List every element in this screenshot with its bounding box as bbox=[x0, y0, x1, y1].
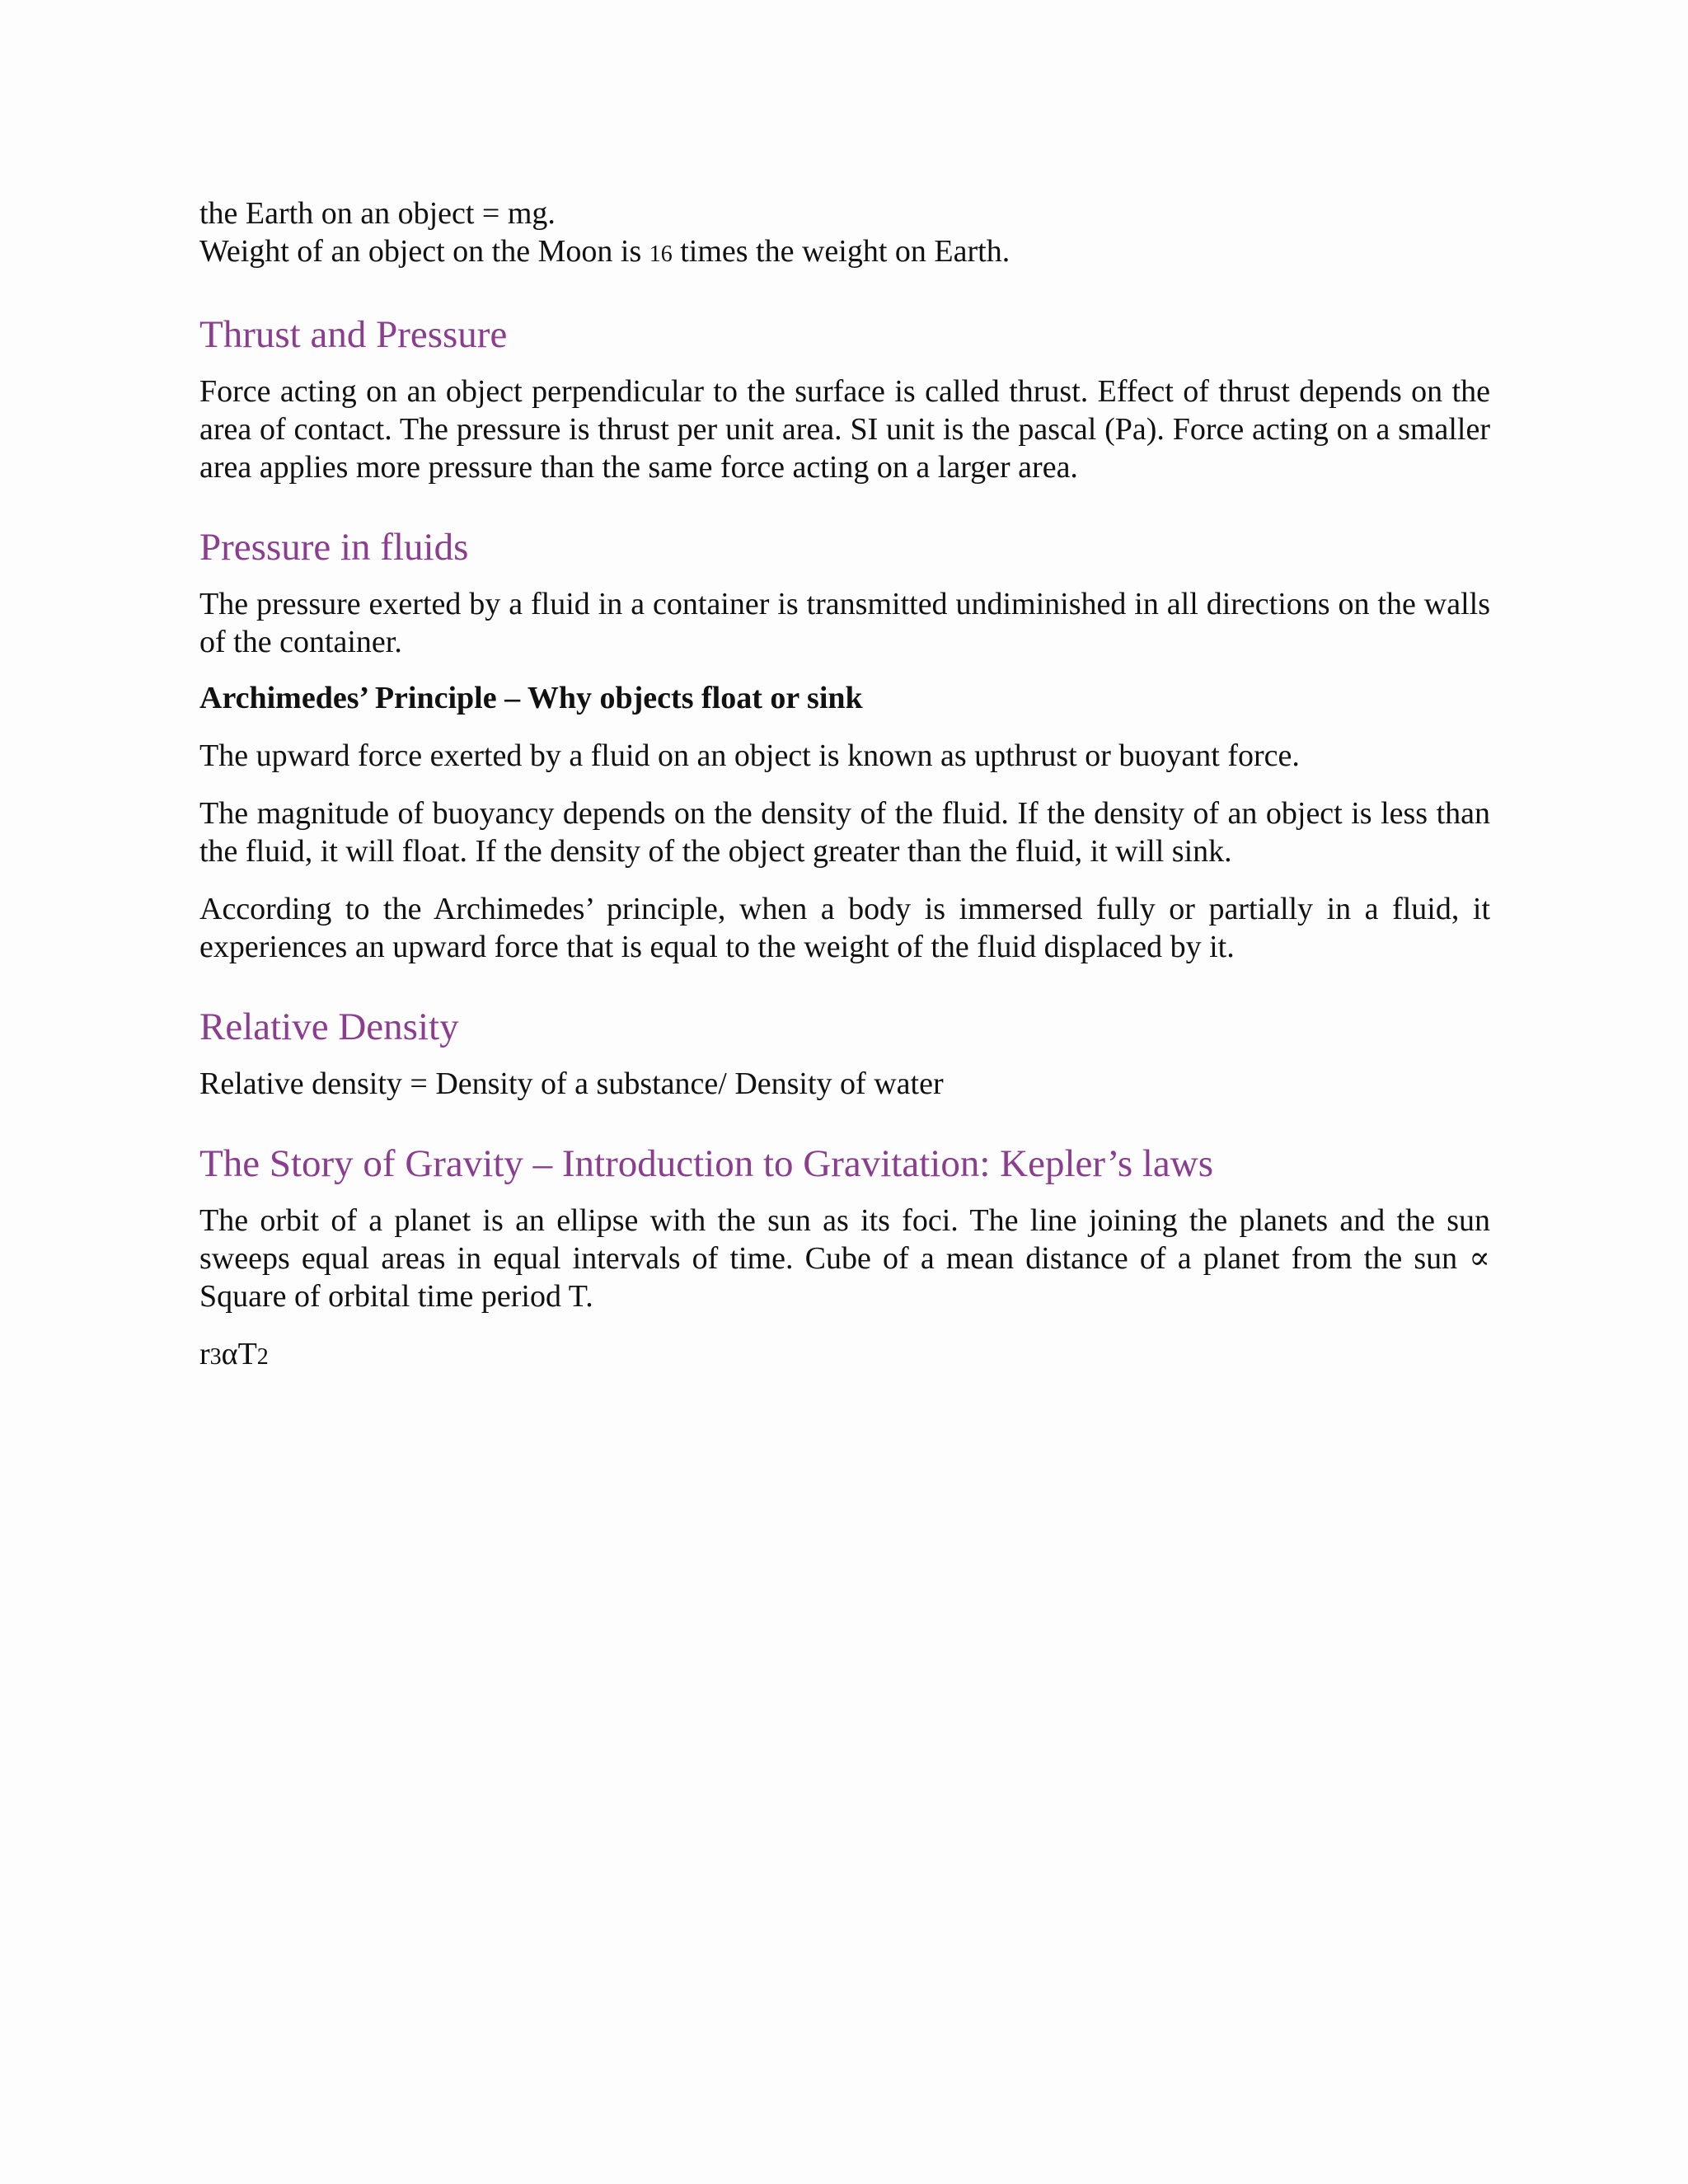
paragraph-kepler-laws: The orbit of a planet is an ellipse with the sun as its foci. The line joining the planets and the sun sweeps equal areas in equal intervals of time. Cube of a mean distance of a planet from the sun ∝ Square of orbital time period T. bbox=[199, 1203, 1490, 1314]
formula-alpha-t: αT bbox=[221, 1337, 257, 1371]
paragraph-pressure-in-fluids: The pressure exerted by a fluid in a container is transmitted undiminished in all directions on the walls of the container. bbox=[199, 587, 1490, 659]
heading-thrust-and-pressure: Thrust and Pressure bbox=[199, 313, 508, 356]
intro-line-2-text-a: Weight of an object on the Moon is bbox=[199, 234, 649, 269]
paragraph-buoyancy: The magnitude of buoyancy depends on the density of the fluid. If the density of an object is less than the fluid, it will float. If the density of the object greater than the fluid, it will sink. bbox=[199, 796, 1490, 869]
page-content bbox=[199, 194, 1490, 1376]
archimedes-principle-title: Archimedes’ Principle – Why objects float or sink bbox=[199, 681, 863, 715]
intro-line-2 bbox=[199, 232, 1490, 274]
paragraph-upthrust: The upward force exerted by a fluid on an object is known as upthrust or buoyant force. bbox=[199, 738, 1300, 773]
intro-line-2-number: 16 bbox=[649, 241, 673, 267]
paragraph-archimedes: According to the Archimedes’ principle, when a body is immersed fully or partially in a fluid, it experiences an upward force that is equal to the weight of the fluid displaced by it. bbox=[199, 892, 1490, 964]
paragraph-thrust: Force acting on an object perpendicular to the surface is called thrust. Effect of thrust depends on the area of contact. The pressure is thrust per unit area. SI unit is the pascal (Pa). Force acting on a smaller area applies more pressure than the same force acting on a larger area. bbox=[199, 374, 1490, 485]
heading-relative-density: Relative Density bbox=[199, 1005, 459, 1048]
kepler-formula bbox=[199, 1335, 1490, 1376]
intro-line-1: the Earth on an object = mg. bbox=[199, 196, 556, 231]
formula-exponent-3: 3 bbox=[209, 1344, 222, 1370]
heading-pressure-in-fluids: Pressure in fluids bbox=[199, 526, 469, 569]
heading-story-of-gravity: The Story of Gravity – Introduction to Gravitation: Kepler’s laws bbox=[199, 1142, 1214, 1185]
formula-exponent-2: 2 bbox=[256, 1344, 269, 1370]
intro-line-2-text-b: times the weight on Earth. bbox=[672, 234, 1010, 269]
paragraph-relative-density: Relative density = Density of a substance/ Density of water bbox=[199, 1066, 944, 1101]
formula-r: r bbox=[199, 1337, 210, 1371]
